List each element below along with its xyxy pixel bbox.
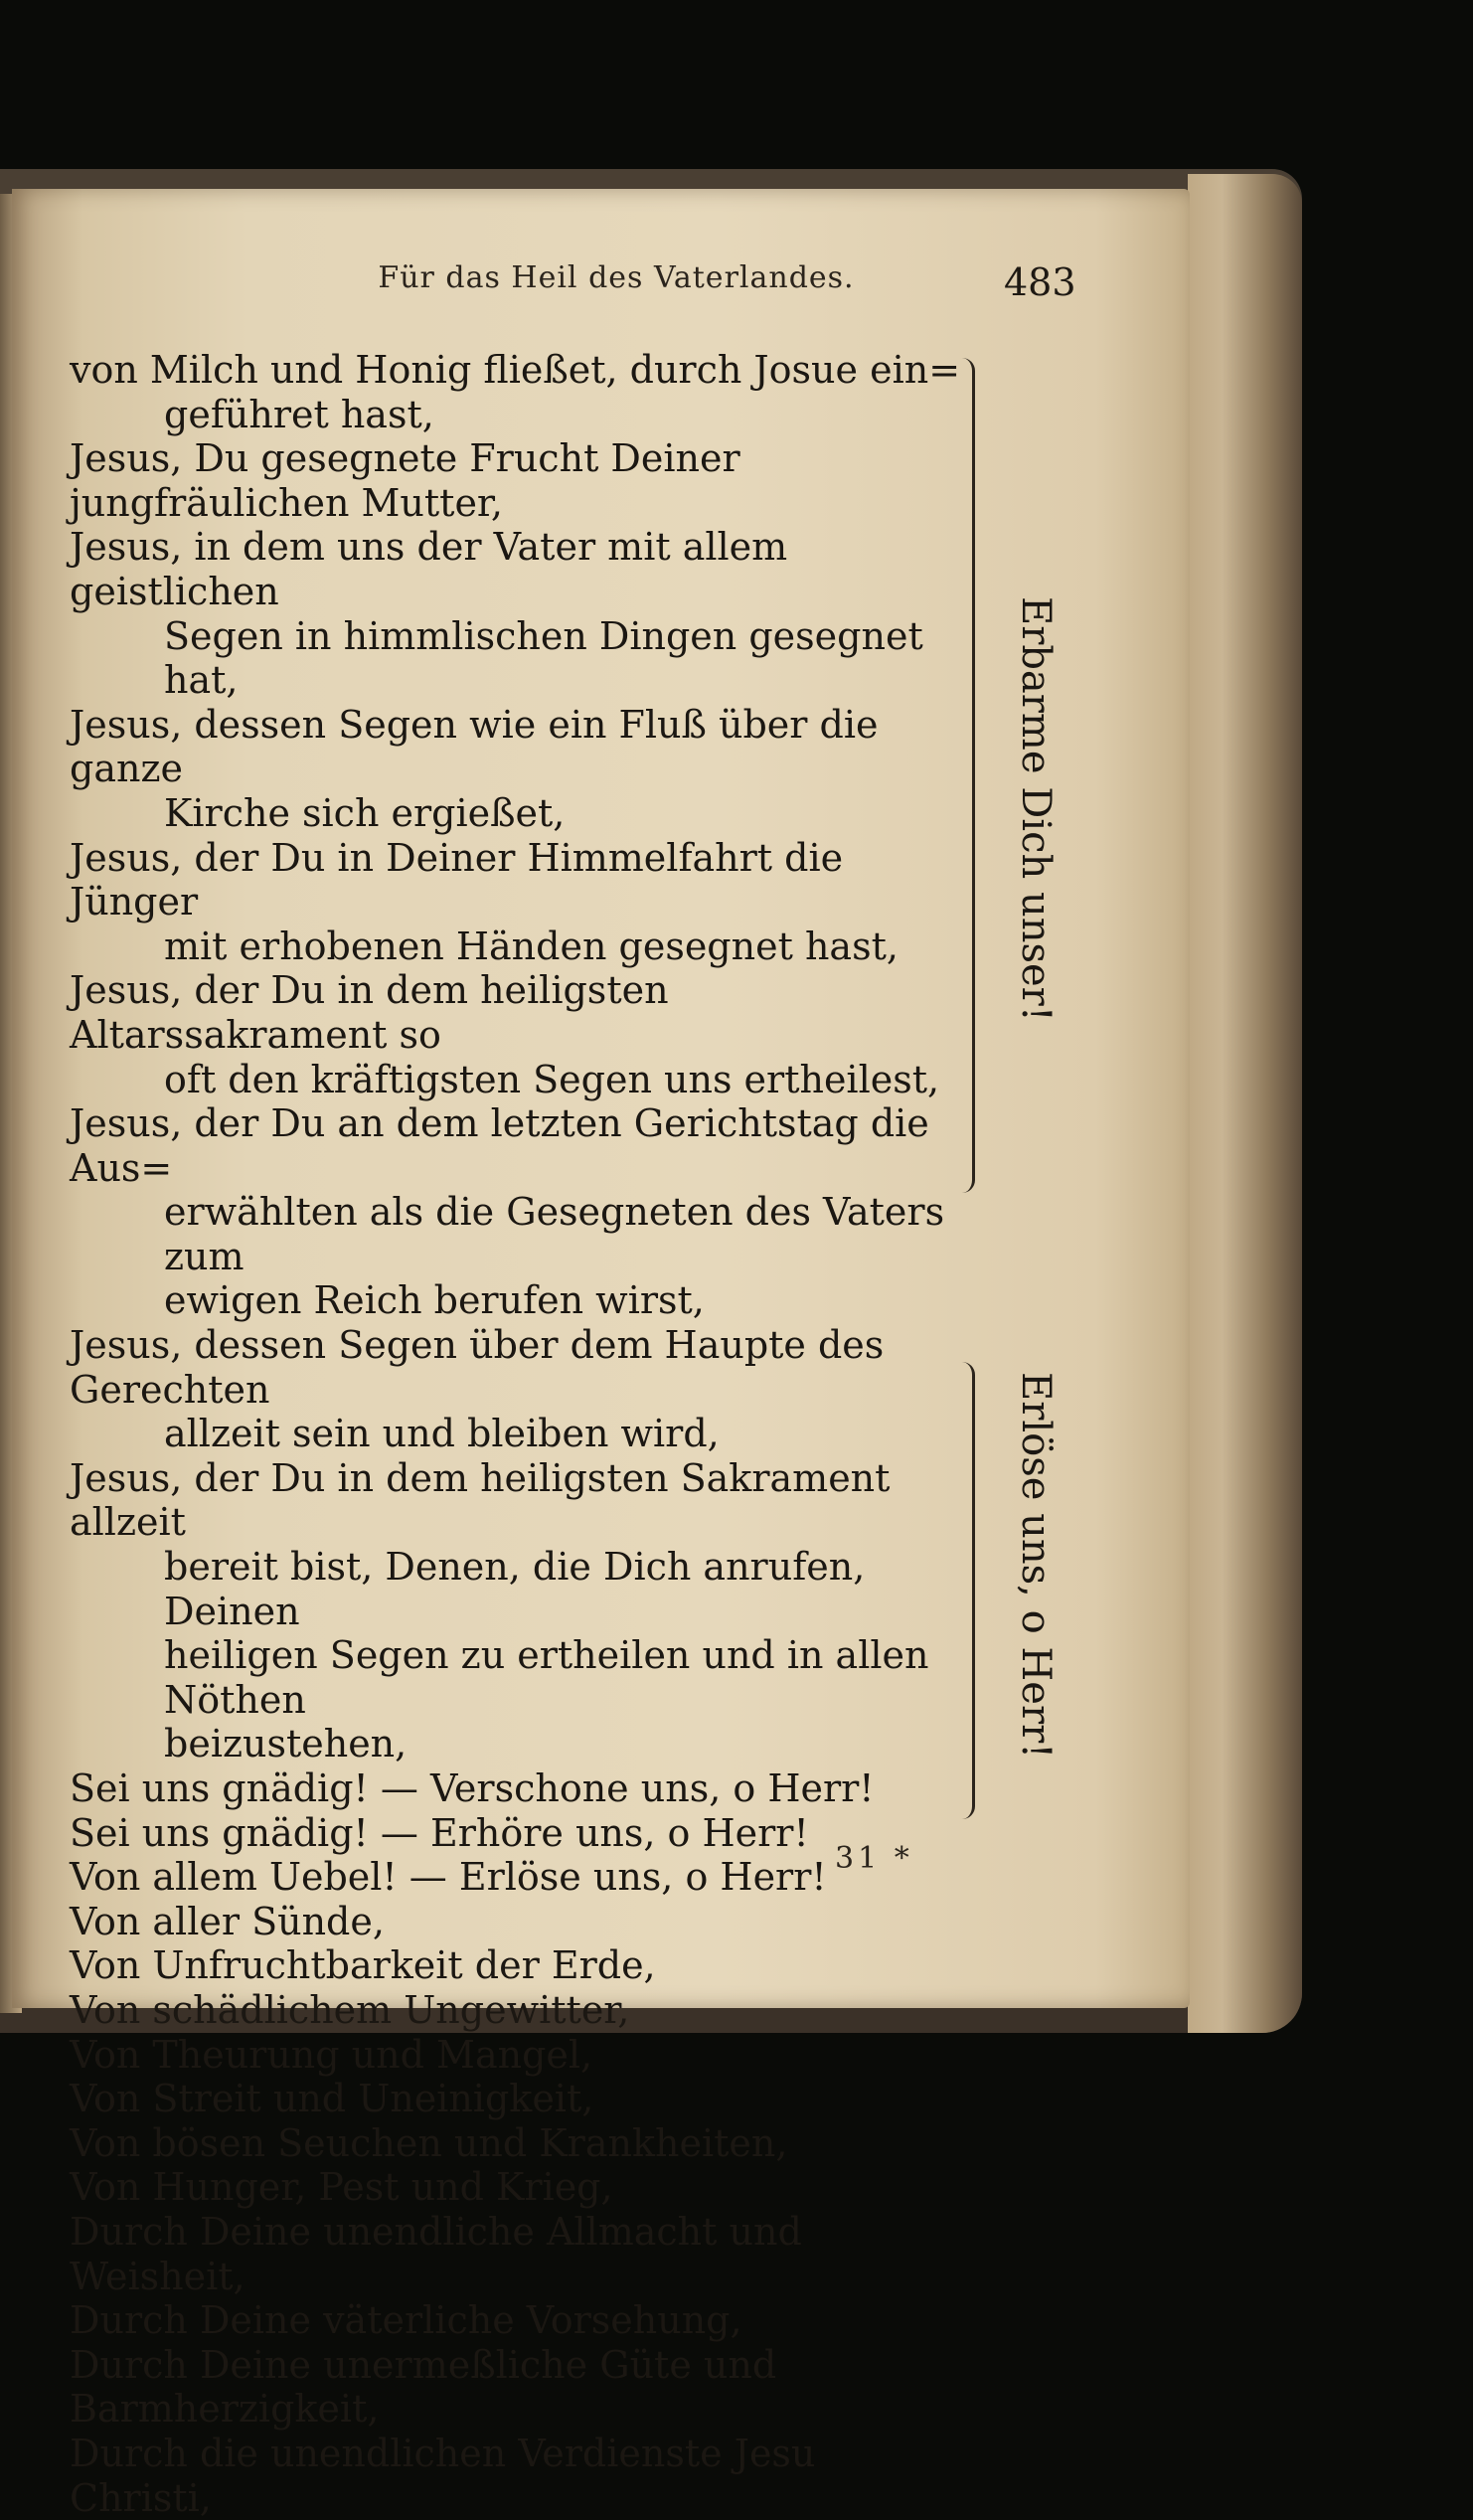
entry-continuation-line: geführet hast,	[164, 392, 434, 436]
litany-entry	[70, 2165, 964, 2210]
entry-line: Von aller Sünde,	[70, 1899, 385, 1943]
entry-line: Sei uns gnädig! — Verschone uns, o Herr!	[70, 1766, 875, 1810]
entry-line: Jesus, der Du an dem letzten Gerichtstag die Aus=	[70, 1101, 929, 1190]
entry-line: Durch Deine unermeßliche Güte und Barmherzigkeit,	[70, 2342, 777, 2432]
entry-line: Von bösen Seuchen und Krankheiten,	[70, 2120, 788, 2165]
entry-line: Jesus, in dem uns der Vater mit allem geistlichen	[70, 525, 788, 613]
entry-continuation-line: bereit bist, Denen, die Dich anrufen, Deinen	[164, 1545, 866, 1633]
entry-continuation-line: Kirche sich ergießet,	[164, 790, 566, 835]
entry-line: Jesus, Du gesegnete Frucht Deiner jungfräulichen Mutter,	[70, 436, 740, 525]
litany-entry	[70, 2210, 964, 2298]
litany-entry	[70, 348, 964, 436]
entry-continuation-line: Segen in himmlischen Dingen gesegnet hat,	[164, 613, 923, 703]
entry-line: Durch Deine väterliche Vorsehung,	[70, 2298, 742, 2343]
litany-entry	[70, 1101, 964, 1323]
entry-line: Von Streit und Uneinigkeit,	[70, 2077, 594, 2121]
page-block-edge	[1188, 174, 1302, 2033]
entry-line: Jesus, dessen Segen über dem Haupte des Gerechten	[70, 1323, 885, 1412]
entry-continuation-line: heiligen Segen zu ertheilen und in allen Nöthen	[164, 1633, 929, 1722]
signature-mark: 31 *	[835, 1841, 913, 1876]
entry-continuation-line: mit erhobenen Händen gesegnet hast,	[164, 924, 899, 968]
brace-right-second	[962, 1362, 975, 1819]
litany-entry	[70, 2343, 964, 2432]
entry-continuation-line: ewigen Reich berufen wirst,	[164, 1278, 705, 1323]
litany-entry	[70, 2033, 964, 2078]
entry-line: Von schädlichem Ungewitter,	[70, 1987, 630, 2032]
entry-line: Jesus, der Du in dem heiligsten Sakrament allzeit	[70, 1455, 891, 1545]
litany-entry	[70, 836, 964, 969]
running-head: Für das Heil des Vaterlandes.	[378, 260, 855, 295]
litany-text	[70, 348, 964, 2520]
litany-entry	[70, 525, 964, 702]
entry-line: Von allem Uebel! — Erlöse uns, o Herr!	[70, 1855, 827, 1900]
entry-line: Durch Deine unendliche Allmacht und Weisheit,	[70, 2209, 802, 2298]
response-second: Erlöse uns, o Herr!	[1013, 1372, 1059, 1760]
litany-entry	[70, 968, 964, 1101]
entry-line: Von Theurung und Mangel,	[70, 2032, 593, 2077]
response-first: Erbarme Dich unser!	[1013, 596, 1059, 1022]
litany-entry	[70, 2432, 964, 2520]
litany-entry	[70, 2298, 964, 2343]
brace-right-first	[962, 358, 975, 1193]
litany-entry	[70, 436, 964, 525]
litany-entry	[70, 2121, 964, 2166]
litany-entry	[70, 1323, 964, 1456]
entry-line: von Milch und Honig fließet, durch Josue ein=	[70, 348, 961, 392]
entry-continuation-line: beizustehen,	[164, 1722, 408, 1766]
page-number: 483	[1004, 260, 1076, 304]
entry-line: Jesus, der Du in dem heiligsten Altarssakrament so	[70, 968, 669, 1057]
litany-entry	[70, 1900, 964, 1944]
entry-line: Sei uns gnädig! — Erhöre uns, o Herr!	[70, 1810, 809, 1855]
entry-continuation-line: allzeit sein und bleiben wird,	[164, 1412, 720, 1456]
entry-line: Durch die unendlichen Verdienste Jesu Christi,	[70, 2431, 816, 2520]
entry-line: Jesus, der Du in Deiner Himmelfahrt die Jünger	[70, 835, 844, 924]
litany-entry	[70, 703, 964, 836]
litany-entry	[70, 1943, 964, 1988]
litany-entry	[70, 1811, 964, 1856]
entry-line: Von Unfruchtbarkeit der Erde,	[70, 1943, 656, 1988]
litany-entry	[70, 1855, 964, 1900]
litany-entry	[70, 1766, 964, 1811]
entry-line: Von Hunger, Pest und Krieg,	[70, 2165, 613, 2210]
entry-line: Jesus, dessen Segen wie ein Fluß über die ganze	[70, 702, 879, 791]
litany-entry	[70, 1988, 964, 2033]
litany-entry	[70, 2077, 964, 2121]
litany-entry	[70, 1456, 964, 1766]
entry-continuation-line: erwählten als die Gesegneten des Vaters zum	[164, 1190, 945, 1278]
entry-continuation-line: oft den kräftigsten Segen uns ertheilest,	[164, 1057, 940, 1101]
